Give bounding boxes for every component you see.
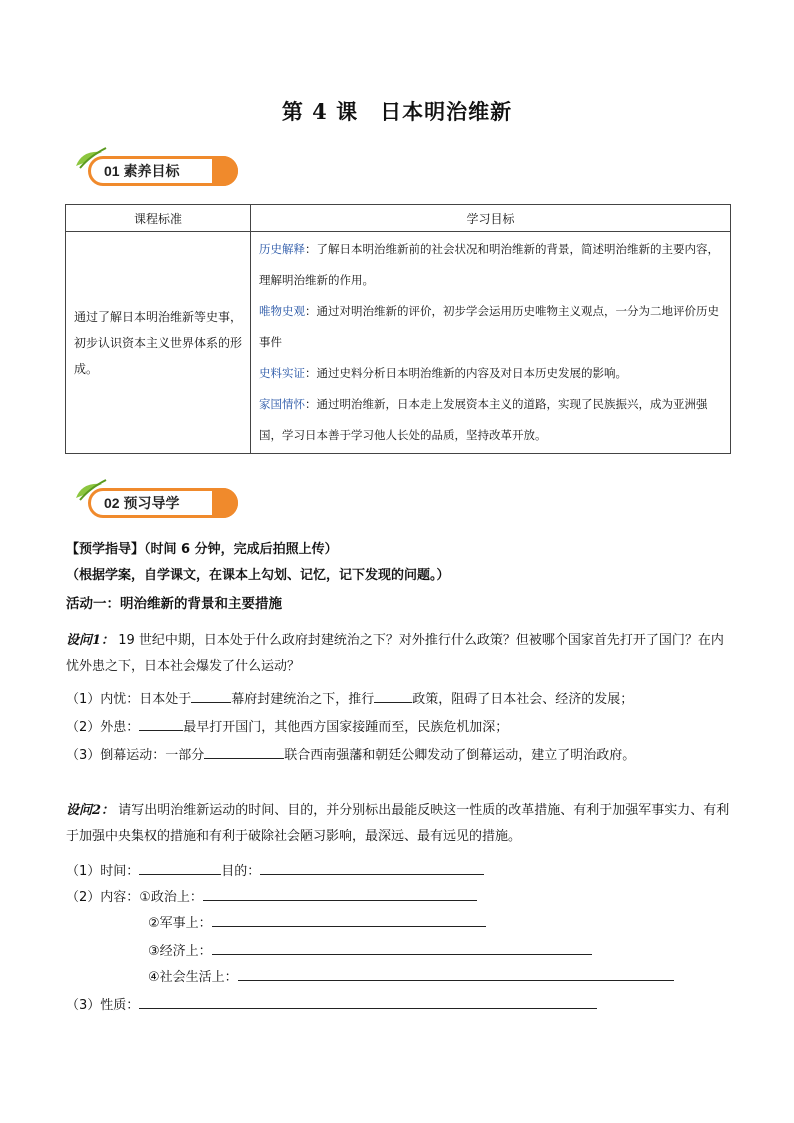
answer-blank[interactable] [191, 688, 231, 703]
section-badge-goals [72, 146, 252, 196]
answer-1-3 [66, 744, 635, 766]
section-title: 02 预习导学 [104, 495, 180, 511]
politics-blank[interactable] [203, 886, 477, 901]
question-2 [66, 798, 730, 850]
goal-item [259, 358, 722, 389]
goals-table [65, 204, 731, 454]
answer-text: 幕府封建统治之下，推行 [231, 692, 375, 707]
guide-line-1: 【预学指导】（时间 6 分钟，完成后拍照上传） [66, 542, 338, 557]
field-label: （1）时间： [66, 864, 140, 879]
header-standard: 课程标准 [66, 205, 251, 232]
answer-text: （1）内忧：日本处于 [66, 692, 192, 707]
military-blank[interactable] [212, 912, 486, 927]
question-tag: 设问2： [66, 803, 115, 818]
answer-1-2 [66, 716, 508, 738]
question-text: 19 世纪中期，日本处于什么政府封建统治之下？对外推行什么政策？但被哪个国家首先打开了国门？在内忧外患之下，日本社会爆发了什么运动？ [66, 633, 724, 674]
goal-text: ：通过对明治维新的评价，初步学会运用历史唯物主义观点，一分为二地评价历史事件 [259, 304, 719, 349]
nature-blank[interactable] [139, 994, 597, 1009]
goal-item [259, 389, 722, 451]
lesson-topic: 日本明治维新 [380, 99, 513, 124]
field-label: （2）内容：①政治上： [66, 890, 203, 905]
answer-2-economy [148, 940, 592, 962]
answer-1-1 [66, 688, 633, 710]
goal-label: 家国情怀 [259, 397, 305, 411]
question-tag: 设问1： [66, 633, 115, 648]
goal-label: 史料实证 [259, 366, 305, 380]
field-label: 目的： [221, 864, 261, 879]
time-blank[interactable] [139, 860, 221, 875]
goal-label: 唯物史观 [259, 304, 305, 318]
question-text: 请写出明治维新运动的时间、目的，并分别标出最能反映这一性质的改革措施、有利于加强军事实力、有利于加强中央集权的措施和有利于破除社会陋习影响，最深远、最有远见的措施。 [66, 803, 730, 844]
answer-text: 联合西南强藩和朝廷公卿发动了倒幕运动，建立了明治政府。 [284, 748, 636, 763]
field-label: ④社会生活上： [148, 970, 238, 985]
section-badge-preview [72, 478, 252, 528]
goal-text: ：通过明治维新，日本走上发展资本主义的道路，实现了民族振兴，成为亚洲强国，学习日本善于学习他人长处的品质，坚持改革开放。 [259, 397, 708, 442]
answer-blank[interactable] [204, 744, 284, 759]
answer-2-politics [66, 886, 477, 908]
answer-2-social [148, 966, 674, 988]
field-label: ②军事上： [148, 916, 212, 931]
goal-label: 历史解释 [259, 242, 305, 256]
field-label: ③经济上： [148, 944, 212, 959]
social-blank[interactable] [238, 966, 674, 981]
answer-text: 政策，阻碍了日本社会、经济的发展； [412, 692, 634, 707]
economy-blank[interactable] [212, 940, 592, 955]
section-title: 01 素养目标 [104, 163, 180, 179]
lesson-number: 第 4 课 [281, 99, 359, 124]
standard-text: 通过了解日本明治维新等史事，初步认识资本主义世界体系的形成。 [66, 232, 251, 454]
activity-heading: 活动一：明治维新的背景和主要措施 [66, 596, 282, 612]
field-label: （3）性质： [66, 998, 140, 1013]
answer-text: 最早打开国门，其他西方国家接踵而至，民族危机加深； [183, 720, 509, 735]
goal-text: ：通过史料分析日本明治维新的内容及对日本历史发展的影响。 [305, 366, 627, 380]
answer-2-time [66, 860, 484, 882]
guide-line-2: （根据学案，自学课文，在课本上勾划、记忆，记下发现的问题。） [66, 568, 450, 583]
goal-item [259, 234, 722, 296]
answer-text: （3）倒幕运动：一部分 [66, 748, 205, 763]
question-1 [66, 628, 730, 680]
answer-2-military [148, 912, 486, 934]
goal-text: ：了解日本明治维新前的社会状况和明治维新的背景，简述明治维新的主要内容，理解明治维新的作用。 [259, 242, 719, 287]
purpose-blank[interactable] [260, 860, 484, 875]
answer-blank[interactable] [374, 688, 412, 703]
answer-2-nature [66, 994, 597, 1016]
goal-item [259, 296, 722, 358]
page-title [0, 96, 794, 126]
goals-cell [251, 232, 731, 454]
answer-blank[interactable] [139, 716, 183, 731]
header-goals: 学习目标 [251, 205, 731, 232]
answer-text: （2）外患： [66, 720, 140, 735]
